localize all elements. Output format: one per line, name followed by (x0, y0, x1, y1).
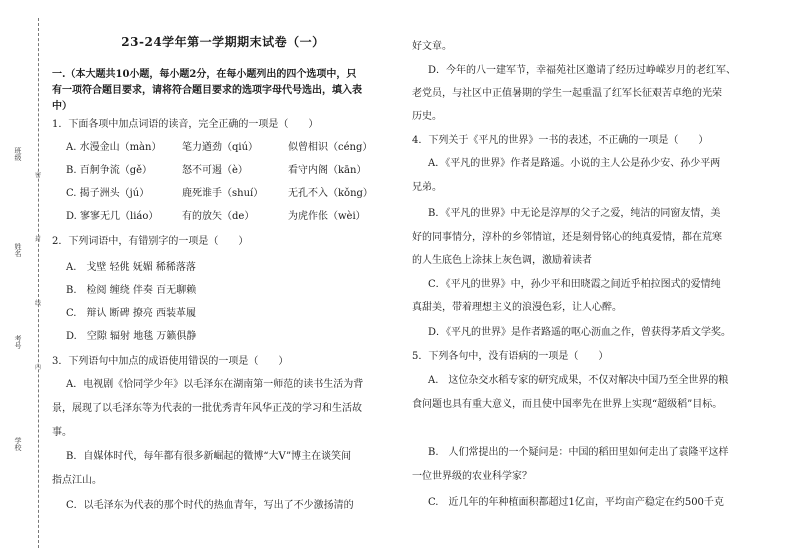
question-3-text: 历史。 (412, 111, 442, 122)
question-3-text: 好文章。 (412, 41, 452, 52)
question-2-stem: 2．下列词语中，有错别字的一项是（ ） (52, 236, 249, 247)
question-4-text: 真甜美，带着理想主义的浪漫色彩，让人心醉。 (412, 302, 622, 313)
question-5-stem: 5．下列各句中，没有语病的一项是（ ） (412, 351, 609, 362)
binding-margin-line (38, 18, 39, 548)
margin-seal-char: 密 (35, 172, 42, 179)
question-4-text: C．《平凡的世界》中，孙少平和田晓霞之间近乎柏拉图式的爱情纯 (428, 279, 721, 290)
option-item: A. 水漫金山（màn） (66, 142, 162, 153)
question-3-text: 指点江山。 (52, 475, 102, 486)
question-3-text: 景，展现了以毛泽东等为代表的一批优秀青年风华正茂的学习和生活故 (52, 403, 362, 414)
section-instructions: 一.（本大题共10小题，每小题2分，在每小题列出的四个选项中，只 (52, 69, 357, 80)
option-item: B. 百舸争流（gě） (66, 165, 153, 176)
question-3-text: D．今年的八一建军节，幸福苑社区邀请了经历过峥嵘岁月的老红军、 (428, 65, 737, 76)
question-3-text: C．以毛泽东为代表的那个时代的热血青年，写出了不少激扬清的 (66, 500, 354, 511)
question-3-stem: 3．下列语句中加点的成语使用错误的一项是（ ） (52, 356, 289, 367)
question-4-text: A．《平凡的世界》作者是路遥。小说的主人公是孙少安、孙少平两 (428, 158, 721, 169)
section-instructions: 有一项符合题目要求，请将符合题目要求的选项字母代号选出，填入表 (52, 85, 362, 96)
question-2-option: A. 戈壁 轻佻 妩媚 稀稀落落 (66, 262, 196, 273)
option-item: C. 揭子洲头（jú） (66, 188, 150, 199)
margin-number-label: 考号 (14, 335, 22, 350)
question-5-text: B. 人们常提出的一个疑问是：中国的稻田里如何走出了袁隆平这样 (428, 447, 729, 458)
option-item: 鹿死谁手（shuí） (182, 188, 264, 199)
option-item: 似曾相识（céng） (288, 142, 373, 153)
question-2-option: D. 空隙 辐射 地毯 万籁俱静 (66, 331, 197, 342)
question-4-text: D．《平凡的世界》是作者路遥的呕心沥血之作，曾获得茅盾文学奖。 (428, 327, 732, 338)
option-item: 看守内阁（kān） (288, 165, 367, 176)
option-item: 笔力遒劲（qiú） (182, 142, 259, 153)
margin-seal-char: 封 (35, 236, 42, 243)
question-2-option: B. 检阅 缠绕 伴奏 百无聊赖 (66, 285, 197, 296)
exam-title: 23-24学年第一学期期末试卷（一） (121, 35, 325, 49)
question-1-stem: 1．下面各项中加点词语的读音，完全正确的一项是（ ） (52, 119, 319, 130)
section-instructions: 中） (52, 101, 72, 112)
question-5-text: 食问题也具有重大意义，而且使中国率先在世界上实现“超级稻”目标。 (412, 399, 723, 410)
question-4-text: 好的同事情分，淳朴的乡邻情谊，还是刻骨铭心的纯真爱情，都在荒寒 (412, 232, 722, 243)
margin-name-label: 姓名 (14, 243, 22, 258)
margin-seal-char: 线 (35, 300, 42, 307)
question-5-text: C. 近几年的年种植面积都超过1亿亩，平均亩产稳定在约500千克 (428, 497, 724, 508)
question-4-text: 的人生底色上涂抹上灰色调，激励着读者 (412, 255, 592, 266)
option-item: 无孔不入（kǒng） (288, 188, 373, 199)
margin-seal-char: 内 (35, 364, 42, 371)
option-item: D. 寥寥无几（liáo） (66, 211, 159, 222)
margin-class-label: 班级 (14, 147, 22, 162)
option-item: 有的放矢（de） (182, 211, 255, 222)
question-5-text: A. 这位杂交水稻专家的研究成果，不仅对解决中国乃至全世界的粮 (428, 375, 729, 386)
question-3-text: 事。 (52, 427, 72, 438)
option-item: 怒不可遏（è） (182, 165, 248, 176)
question-4-text: 兄弟。 (412, 182, 442, 193)
margin-school-label: 学校 (14, 437, 22, 452)
question-4-stem: 4．下列关于《平凡的世界》一书的表述，不正确的一项是（ ） (412, 135, 709, 146)
question-3-text: B．自媒体时代，每年都有很多新崛起的微博“大V”博主在谈笑间 (66, 451, 352, 462)
question-3-text: A．电视剧《恰同学少年》以毛泽东在湖南第一师范的读书生活为背 (66, 379, 364, 390)
option-item: 为虎作伥（wèi） (288, 211, 366, 222)
question-2-option: C. 辩认 断碑 撩亮 西装革履 (66, 308, 197, 319)
question-3-text: 老党员，与社区中正值暑期的学生一起重温了红军长征艰苦卓绝的光荣 (412, 88, 722, 99)
question-4-text: B．《平凡的世界》中无论是淳厚的父子之爱，纯洁的同窗友情，美 (428, 208, 721, 219)
question-5-text: 一位世界级的农业科学家？ (412, 471, 532, 482)
